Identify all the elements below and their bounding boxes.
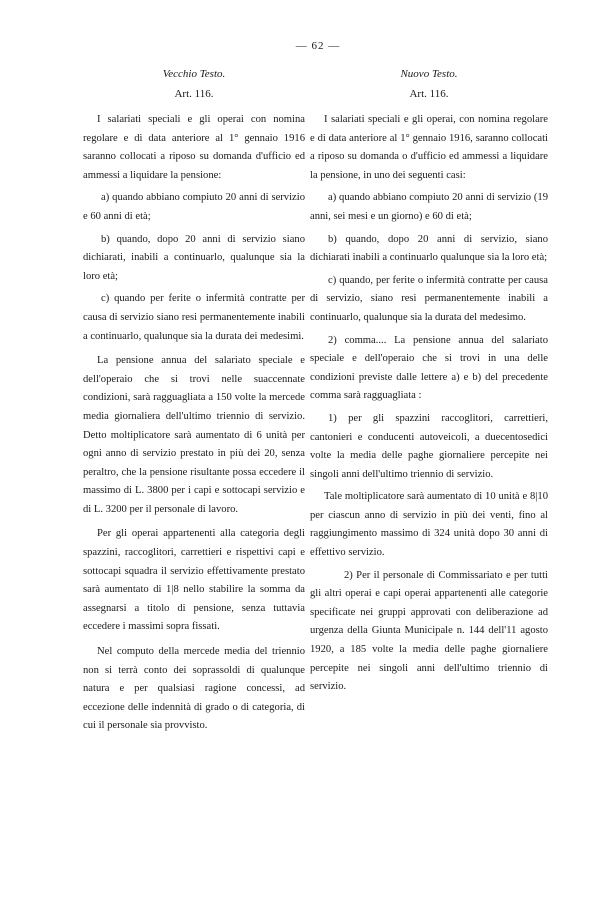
new-text-paragraph: I salariati speciali e gli operai, con nomina regolare e di data anteriore al 1° gennaio 1916, saranno collocati a riposo su domanda o d'ufficio ed ammessi a liquidare la pensione, in uno dei seguenti casi: xyxy=(310,114,548,181)
old-text-item-a: a) quando abbiano compiuto 20 anni di servizio e 60 anni di età; xyxy=(83,192,305,222)
new-text-subitem-2: 2) Per il personale di Commissariato e per tutti gli altri operai e capi operai appartenenti alle categorie specificate nei gruppi approvati con deliberazione ad urgenza della Giunta Municipale n. 144 dell'11 agosto 1920, a 185 volte la media delle paghe giornaliere percepite nei singoli anni dell'ultimo triennio di servizio. xyxy=(310,569,548,693)
old-text-paragraph: Nel computo della mercede media del triennio non si terrà conto dei soprassoldi di qualunque natura e per qualsiasi ragione concessi, ad eccezione delle indennità di grado o di categoria, di cui il personale sia provvisto. xyxy=(83,646,305,732)
new-text-item-c: c) quando, per ferite o infermità contratte per causa di servizio, siano resi permanentemente inabili a continuarlo, qualunque sia la durata del medesimo. xyxy=(310,274,548,323)
old-text-paragraph: I salariati speciali e gli operai con nomina regolare e di data anteriore al 1° gennaio 1916 saranno collocati a riposo su domanda d'ufficio ed ammessi a liquidare la pensione: xyxy=(83,114,305,181)
old-text-paragraph: La pensione annua del salariato speciale e dell'operaio che si trovi nelle suaccennate condizioni, sarà ragguagliata a 150 volte la mercede media giornaliera dell'ultimo triennio di servizio. Detto moltiplicatore sarà aumentato di 6 unità per ogni anno di servizio prestato in più dei 20, senza peraltro, che la pensione risultante possa eccedere il massimo di L. 3800 per i capi e sottocapi servizio e di L. 3200 per il personale di lavoro. xyxy=(83,355,305,515)
old-text-paragraph: Per gli operai appartenenti alla categoria degli spazzini, raccoglitori, carrettieri e rispettivi capi e sottocapi squadra il servizio effettivamente prestato sarà aumentato di 1|8 nello stabilire la somma da assegnarsi a titolo di pensione, senza tuttavia eccedere i massimi sopra fissati. xyxy=(83,528,305,633)
new-text-paragraph: 2) comma.... La pensione annua del salariato speciale e dell'operaio che si trovi in una delle condizioni previste dalle lettere a) e b) del precedente comma sarà ragguagliata : xyxy=(310,334,548,402)
old-text-heading: Vecchio Testo. xyxy=(162,68,226,80)
old-text-column xyxy=(83,64,305,740)
new-text-paragraph: Tale moltiplicatore sarà aumentato di 10 unità e 8|10 per ciascun anno di servizio in più dei venti, fino al raggiungimento massimo di 324 unità dopo 30 anni di effettivo servizio. xyxy=(310,491,548,559)
new-text-heading: Nuovo Testo. xyxy=(400,68,458,80)
new-text-column xyxy=(310,64,548,701)
old-text-article-number: Art. 116. xyxy=(174,88,214,100)
new-text-article-number: Art. 116. xyxy=(409,88,449,100)
new-text-subitem-1: 1) per gli spazzini raccoglitori, carrettieri, cantonieri e conducenti autoveicoli, a duecentosedici volte la media delle paghe giornaliere percepite nei singoli anni dell'ultimo triennio di servizio. xyxy=(310,412,548,480)
old-text-item-b: b) quando, dopo 20 anni di servizio siano dichiarati, inabili a continuarlo, qualunque sia la loro età; xyxy=(83,233,305,282)
page-number: — 62 — xyxy=(295,40,341,52)
new-text-item-b: b) quando, dopo 20 anni di servizio, siano dichiarati inabili a continuarlo qualunque sia la loro età; xyxy=(310,233,548,264)
new-text-item-a: a) quando abbiano compiuto 20 anni di servizio (19 anni, sei mesi e un giorno) e 60 di età; xyxy=(310,192,548,222)
old-text-item-c: c) quando per ferite o infermità contratte per causa di servizio siano resi permanentemente inabili a continuarlo, qualunque sia la durata dei medesimi. xyxy=(83,293,305,342)
